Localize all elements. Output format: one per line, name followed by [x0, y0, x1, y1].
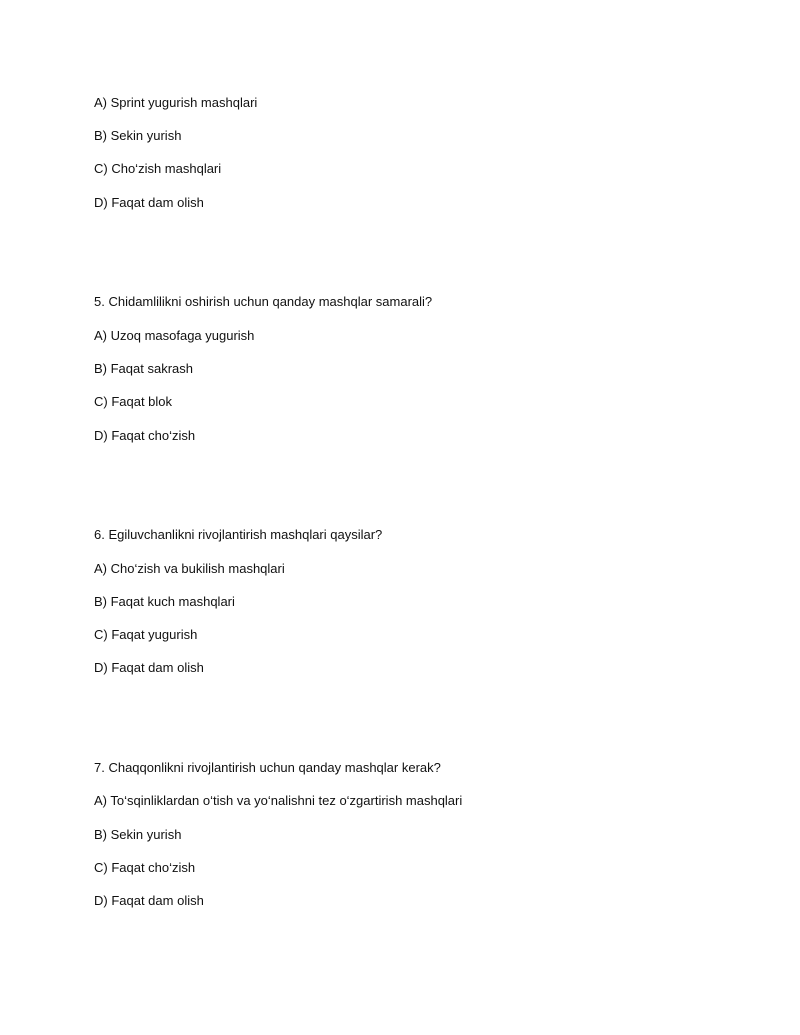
q5-option-d: D) Faqat cho‘zish — [94, 428, 196, 443]
q5-option-c: C) Faqat blok — [94, 394, 173, 409]
q6-option-d: D) Faqat dam olish — [94, 660, 204, 675]
q7-option-a: A) To‘sqinliklardan o‘tish va yo‘nalishni tez o‘zgartirish mashqlari — [94, 793, 463, 808]
option-d: D) Faqat dam olish — [94, 195, 204, 210]
option-c: C) Cho‘zish mashqlari — [94, 161, 222, 176]
q6-option-c: C) Faqat yugurish — [94, 627, 198, 642]
option-a: A) Sprint yugurish mashqlari — [94, 95, 258, 110]
q5-option-b: B) Faqat sakrash — [94, 361, 193, 376]
q6-option-b: B) Faqat kuch mashqlari — [94, 594, 235, 609]
option-b: B) Sekin yurish — [94, 128, 182, 143]
q5-option-a: A) Uzoq masofaga yugurish — [94, 328, 255, 343]
q7-option-b: B) Sekin yurish — [94, 827, 182, 842]
question-5: 5. Chidamlilikni oshirish uchun qanday mashqlar samarali? — [94, 294, 433, 309]
q6-option-a: A) Cho‘zish va bukilish mashqlari — [94, 561, 285, 576]
question-6: 6. Egiluvchanlikni rivojlantirish mashqlari qaysilar? — [94, 527, 383, 542]
q7-option-d: D) Faqat dam olish — [94, 893, 204, 908]
question-7: 7. Chaqqonlikni rivojlantirish uchun qanday mashqlar kerak? — [94, 760, 441, 775]
q7-option-c: C) Faqat cho‘zish — [94, 860, 196, 875]
